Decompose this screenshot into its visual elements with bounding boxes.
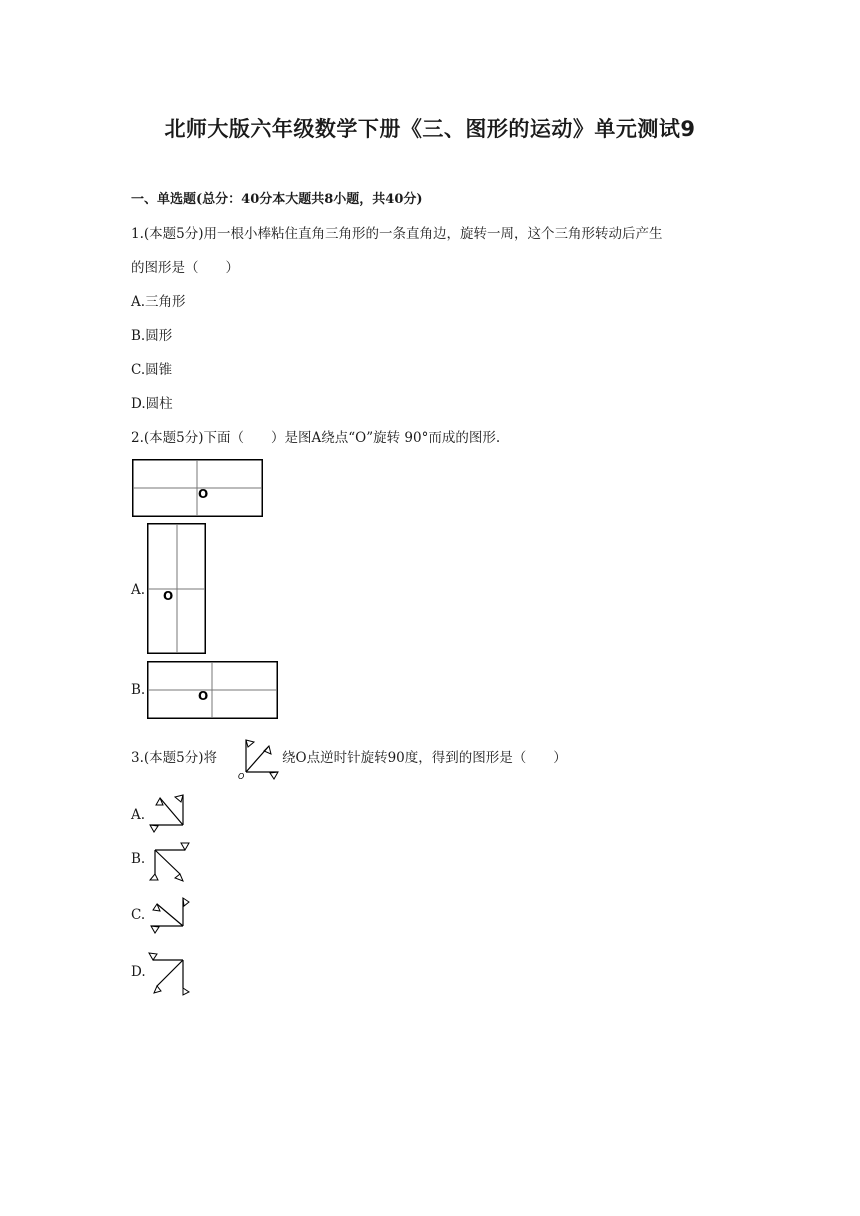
question-2-figure-a <box>132 459 264 517</box>
question-3-option-c-figure <box>145 892 193 937</box>
point-o-label: O <box>163 589 174 603</box>
question-3-stem-before: 3.(本题5分)将 <box>131 750 218 766</box>
question-3-flag-figure <box>236 736 281 780</box>
question-3-stem-after: 绕O点逆时针旋转90度，得到的图形是（ ） <box>282 750 567 766</box>
question-2-option-b-label: B. <box>131 682 146 698</box>
question-1-option-d: D.圆柱 <box>131 396 173 412</box>
question-1-option-b: B.圆形 <box>131 328 173 344</box>
point-o-label: O <box>238 772 245 781</box>
question-3-option-d-figure <box>145 948 193 998</box>
question-1-option-a: A.三角形 <box>131 294 186 310</box>
point-o-label: O <box>198 689 209 703</box>
document-title: 北师大版六年级数学下册《三、图形的运动》单元测试9 <box>164 117 696 141</box>
question-2-option-a-figure <box>147 523 206 655</box>
point-o-label: O <box>198 487 209 501</box>
question-3-option-c-label: C. <box>131 907 146 923</box>
question-2-stem: 2.(本题5分)下面（ ）是图A绕点“O”旋转 90°而成的图形. <box>131 430 501 446</box>
question-1-stem-line-1: 1.(本题5分)用一根小棒粘住直角三角形的一条直角边，旋转一周，这个三角形转动后产生 <box>131 226 663 242</box>
question-3-option-b-label: B. <box>131 851 146 867</box>
question-1-stem-line-2: 的图形是（ ） <box>131 260 239 276</box>
question-3-option-d-label: D. <box>131 964 146 980</box>
question-2-option-a-label: A. <box>131 582 146 598</box>
question-2-option-b-figure <box>147 661 279 719</box>
question-3-option-a-figure <box>145 790 190 835</box>
question-3-option-a-label: A. <box>131 807 146 823</box>
question-1-option-c: C.圆锥 <box>131 362 173 378</box>
question-3-option-b-figure <box>145 838 193 883</box>
section-heading: 一、单选题(总分：40分本大题共8小题，共40分) <box>131 192 423 207</box>
